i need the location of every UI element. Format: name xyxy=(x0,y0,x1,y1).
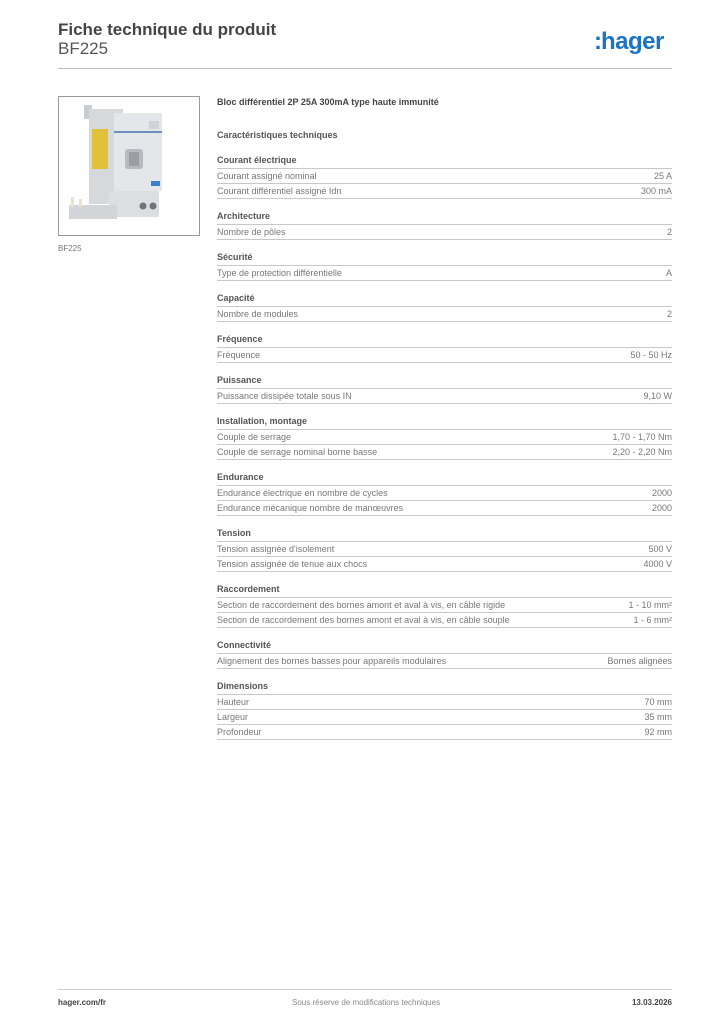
spec-row xyxy=(217,695,672,710)
header-divider xyxy=(58,68,672,69)
spec-group-title: Puissance xyxy=(217,374,672,389)
spec-value: 500 V xyxy=(648,544,672,554)
spec-group xyxy=(217,292,672,322)
spec-group-title: Tension xyxy=(217,527,672,542)
spec-label: Profondeur xyxy=(217,727,262,737)
spec-value: 35 mm xyxy=(644,712,672,722)
spec-group-title: Endurance xyxy=(217,471,672,486)
spec-label: Section de raccordement des bornes amont et aval à vis, en câble rigide xyxy=(217,600,506,610)
spec-group xyxy=(217,374,672,404)
spec-row xyxy=(217,613,672,628)
spec-label: Tension assignée de tenue aux chocs xyxy=(217,559,368,569)
spec-group xyxy=(217,333,672,363)
spec-value: 4000 V xyxy=(643,559,672,569)
spec-label: Couple de serrage nominal borne basse xyxy=(217,447,378,457)
spec-row xyxy=(217,501,672,516)
spec-row xyxy=(217,557,672,572)
logo-colon: : xyxy=(594,28,601,55)
spec-label: Hauteur xyxy=(217,697,250,707)
spec-value: 2 xyxy=(666,227,672,237)
footer-date: 13.03.2026 xyxy=(631,998,672,1007)
footer-website-link[interactable]: hager.com/fr xyxy=(58,998,107,1007)
spec-label: Alignement des bornes basses pour appareils modulaires xyxy=(217,656,447,666)
spec-row xyxy=(217,184,672,199)
spec-value: 50 - 50 Hz xyxy=(630,350,672,360)
spec-group-title: Dimensions xyxy=(217,680,672,695)
spec-row xyxy=(217,348,672,363)
spec-group xyxy=(217,471,672,516)
spec-value: 300 mA xyxy=(640,186,672,196)
spec-group-title: Raccordement xyxy=(217,583,672,598)
logo-text: hager xyxy=(601,28,664,55)
spec-group xyxy=(217,210,672,240)
spec-label: Fréquence xyxy=(217,350,261,360)
spec-label: Endurance électrique en nombre de cycles xyxy=(217,488,388,498)
spec-group-title: Installation, montage xyxy=(217,415,672,430)
product-image-caption: BF225 xyxy=(58,244,82,253)
spec-label: Courant assigné nominal xyxy=(217,171,317,181)
spec-group-title: Sécurité xyxy=(217,251,672,266)
spec-row xyxy=(217,307,672,322)
spec-group xyxy=(217,639,672,669)
spec-value: 2 xyxy=(666,309,672,319)
spec-row xyxy=(217,389,672,404)
spec-label: Couple de serrage xyxy=(217,432,292,442)
spec-group-title: Connectivité xyxy=(217,639,672,654)
spec-row xyxy=(217,486,672,501)
spec-row xyxy=(217,430,672,445)
spec-label: Nombre de modules xyxy=(217,309,299,319)
spec-group-title: Capacité xyxy=(217,292,672,307)
spec-group xyxy=(217,251,672,281)
document-title: Fiche technique du produit xyxy=(58,20,277,39)
footer-divider xyxy=(58,989,672,990)
spec-label: Section de raccordement des bornes amont et aval à vis, en câble souple xyxy=(217,615,510,625)
spec-row xyxy=(217,266,672,281)
spec-group xyxy=(217,680,672,740)
spec-group xyxy=(217,415,672,460)
spec-label: Type de protection différentielle xyxy=(217,268,342,278)
spec-row xyxy=(217,654,672,669)
spec-label: Endurance mécanique nombre de manœuvres xyxy=(217,503,404,513)
spec-group-title: Courant électrique xyxy=(217,154,672,169)
spec-group xyxy=(217,527,672,572)
spec-value: 70 mm xyxy=(644,697,672,707)
spec-group xyxy=(217,154,672,199)
spec-label: Largeur xyxy=(217,712,249,722)
spec-groups xyxy=(217,154,672,740)
spec-label: Courant différentiel assigné Idn xyxy=(217,186,342,196)
product-photo-illustration xyxy=(59,97,199,235)
product-name: Bloc différentiel 2P 25A 300mA type haute immunité xyxy=(217,97,439,107)
spec-label: Tension assignée d'isolement xyxy=(217,544,335,554)
spec-row xyxy=(217,225,672,240)
spec-row xyxy=(217,710,672,725)
specifications xyxy=(217,96,672,740)
spec-value: 1,70 - 1,70 Nm xyxy=(612,432,672,442)
spec-group-title: Fréquence xyxy=(217,333,672,348)
product-image xyxy=(58,96,200,236)
spec-value: Bornes alignées xyxy=(607,656,672,666)
spec-row xyxy=(217,445,672,460)
footer-disclaimer: Sous réserve de modifications techniques xyxy=(292,998,441,1007)
product-reference: BF225 xyxy=(58,39,109,58)
spec-value: 2000 xyxy=(651,488,672,498)
spec-value: 1 - 6 mm² xyxy=(633,615,672,625)
spec-value: 9,10 W xyxy=(643,391,672,401)
spec-row xyxy=(217,542,672,557)
spec-value: 92 mm xyxy=(644,727,672,737)
spec-value: 2,20 - 2,20 Nm xyxy=(612,447,672,457)
spec-group-title: Architecture xyxy=(217,210,672,225)
specs-heading: Caractéristiques techniques xyxy=(217,130,338,140)
spec-row xyxy=(217,169,672,184)
spec-value: 25 A xyxy=(653,171,672,181)
spec-label: Nombre de pôles xyxy=(217,227,286,237)
spec-row xyxy=(217,725,672,740)
spec-label: Puissance dissipée totale sous IN xyxy=(217,391,352,401)
spec-row xyxy=(217,598,672,613)
spec-value: 1 - 10 mm² xyxy=(628,600,672,610)
spec-value: A xyxy=(665,268,672,278)
spec-group xyxy=(217,583,672,628)
spec-value: 2000 xyxy=(651,503,672,513)
hager-logo xyxy=(594,28,664,56)
